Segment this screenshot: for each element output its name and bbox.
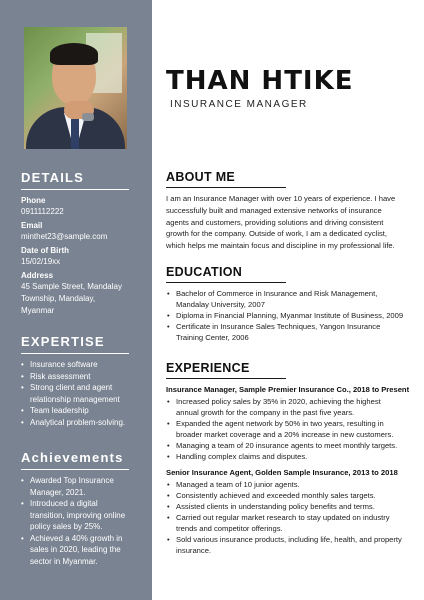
job-title: Senior Insurance Agent, Golden Sample Insurance, 2013 to 2018 [166, 468, 398, 477]
phone-value: 0911112222 [21, 207, 64, 216]
sidebar [0, 0, 152, 600]
dob-value: 15/02/19xx [21, 257, 61, 266]
about-text: I am an Insurance Manager with over 10 years of experience. I have successfully built and managed extensive networks of insurance agents and customers, providing solutions and driving consistent growth for the company. Outside of work, I am a dedicated cyclist, which helps me maintain focus and discipline in my professional life. [166, 194, 396, 251]
list-item: • Risk assessment [21, 371, 129, 383]
job-duties-list [166, 479, 410, 556]
list-item: • Managed a team of 10 junior agents. [166, 479, 410, 490]
achievements-list [21, 475, 129, 567]
list-item: • Handling complex claims and disputes. [166, 451, 410, 462]
list-item: • Expanded the agent network by 50% in two years, resulting in broader market coverage and a 20% increase in new customers. [166, 418, 410, 440]
address-line: Township, Mandalay, [21, 294, 96, 303]
details-section [21, 170, 129, 317]
list-item: • Introduced a digital transition, improving online policy sales by 25%. [21, 498, 129, 533]
list-item: • Carried out regular market research to stay updated on industry trends and competitor offerings. [166, 512, 410, 534]
dob-label: Date of Birth [21, 246, 69, 255]
achievements-heading: Achievements [21, 450, 129, 470]
list-item: • Analytical problem-solving. [21, 417, 129, 429]
list-item: • Team leadership [21, 405, 129, 417]
address-line: 45 Sample Street, Mandalay [21, 282, 122, 291]
list-item: • Awarded Top Insurance Manager, 2021. [21, 475, 129, 498]
email-value: minthet23@sample.com [21, 232, 108, 241]
achievements-section [21, 450, 129, 567]
about-heading: ABOUT ME [166, 170, 410, 187]
list-item: • Diploma in Financial Planning, Myanmar Institute of Business, 2009 [166, 310, 410, 321]
expertise-section [21, 334, 129, 428]
profile-photo [24, 27, 127, 149]
education-list [166, 288, 410, 343]
list-item: • Strong client and agent relationship management [21, 382, 129, 405]
expertise-list [21, 359, 129, 428]
list-item: • Assisted clients in understanding policy benefits and terms. [166, 501, 410, 512]
list-item: • Bachelor of Commerce in Insurance and Risk Management, Mandalay University, 2007 [166, 288, 410, 310]
phone-label: Phone [21, 196, 46, 205]
address-label: Address [21, 271, 54, 280]
details-heading: DETAILS [21, 170, 129, 190]
education-section [166, 265, 410, 343]
candidate-name: THAN HTIKE [166, 66, 354, 96]
expertise-heading: EXPERTISE [21, 334, 129, 354]
about-section [166, 170, 410, 252]
education-heading: EDUCATION [166, 265, 410, 282]
candidate-role: INSURANCE MANAGER [170, 99, 308, 110]
email-label: Email [21, 221, 43, 230]
list-item: • Achieved a 40% growth in sales in 2020, leading the sector in Myanmar. [21, 533, 129, 568]
list-item: • Consistently achieved and exceeded monthly sales targets. [166, 490, 410, 501]
list-item: • Sold various insurance products, including life, health, and property insurance. [166, 534, 410, 556]
list-item: • Insurance software [21, 359, 129, 371]
list-item: • Increased policy sales by 35% in 2020, achieving the highest annual growth for the company in the past five years. [166, 396, 410, 418]
list-item: • Certificate in Insurance Sales Techniques, Yangon Insurance Training Center, 2006 [166, 321, 410, 343]
job-duties-list [166, 396, 410, 462]
list-item: • Managing a team of 20 insurance agents to meet monthly targets. [166, 440, 410, 451]
address-line: Myanmar [21, 306, 55, 315]
experience-heading: EXPERIENCE [166, 361, 410, 378]
experience-section [166, 361, 410, 556]
job-title: Insurance Manager, Sample Premier Insurance Co., 2018 to Present [166, 385, 410, 394]
